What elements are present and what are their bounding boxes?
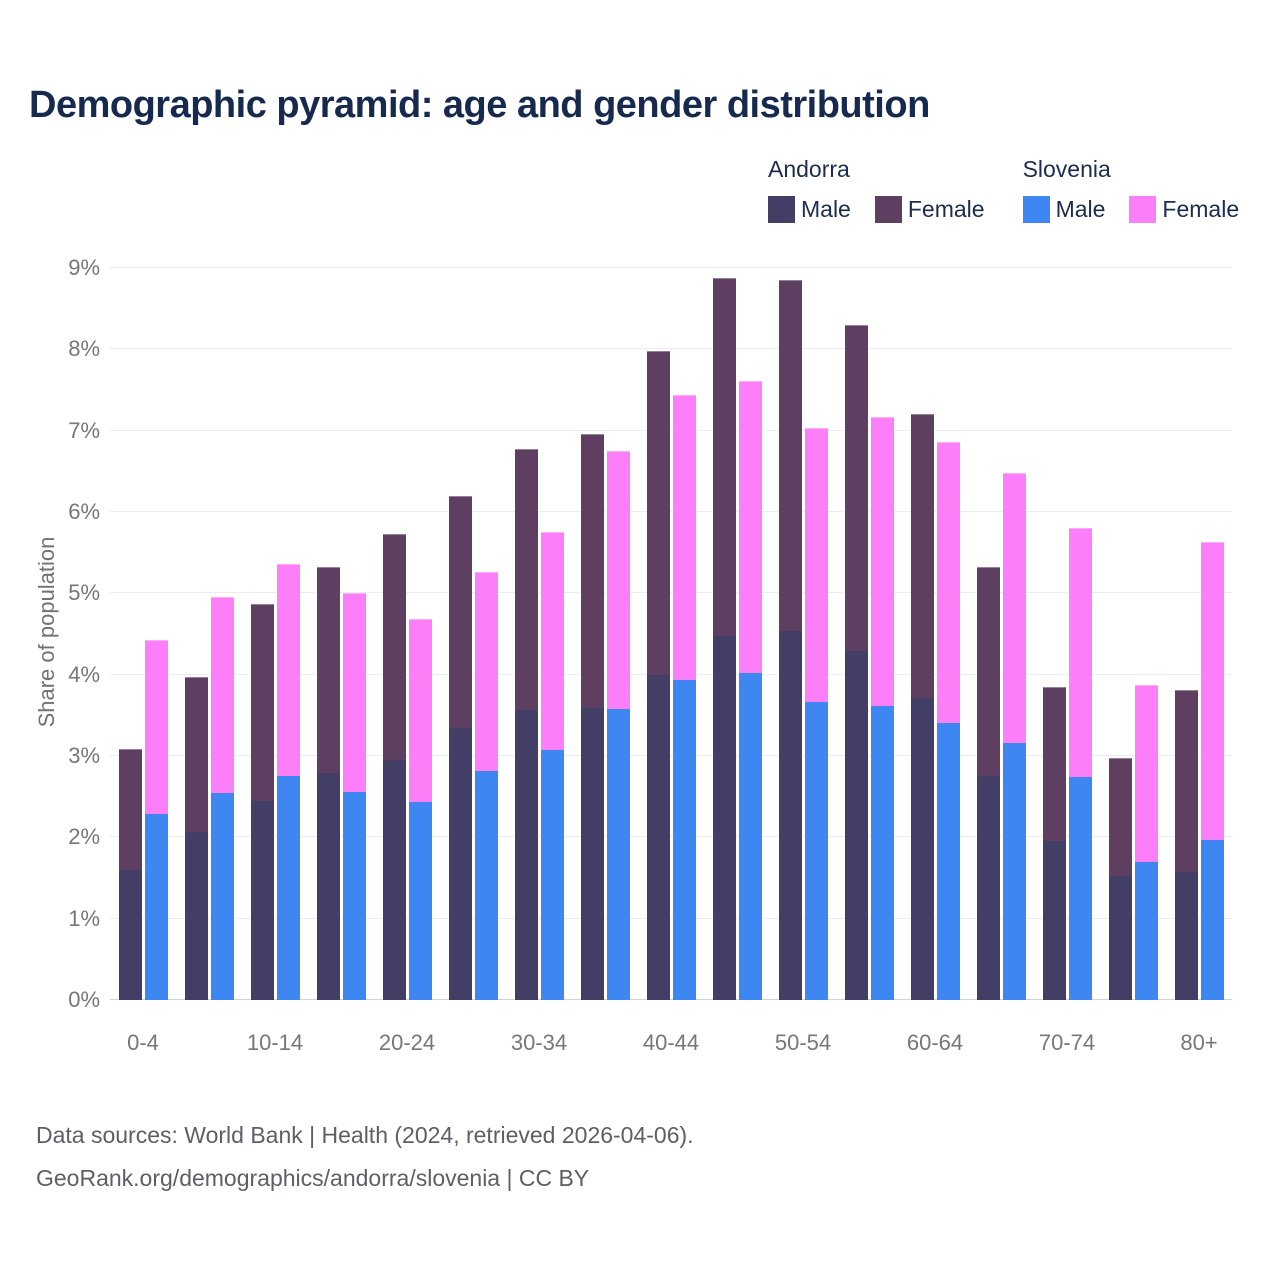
legend-label-slovenia-male: Male xyxy=(1055,196,1106,222)
legend-swatch-slovenia-male-icon xyxy=(1023,196,1050,223)
segment-slovenia-female[interactable] xyxy=(541,532,564,750)
segment-slovenia-male[interactable] xyxy=(937,723,960,1000)
segment-andorra-male[interactable] xyxy=(317,773,340,1000)
legend-label-andorra-female: Female xyxy=(907,196,985,222)
footer-source-line: Data sources: World Bank | Health (2024, retrieved 2026-04-06). xyxy=(36,1122,694,1148)
legend-row-andorra xyxy=(768,196,985,223)
segment-andorra-female[interactable] xyxy=(185,677,208,832)
legend-item-andorra-female[interactable] xyxy=(875,196,985,223)
segment-slovenia-male[interactable] xyxy=(145,814,168,1000)
y-tick-2%: 2% xyxy=(68,824,100,850)
bar-group-70-74 xyxy=(1034,268,1100,1000)
bar-andorra-20-24[interactable] xyxy=(383,534,406,1000)
x-tick-55-59 xyxy=(836,1030,902,1056)
legend-title-andorra: Andorra xyxy=(768,156,850,182)
x-tick-70-74: 70-74 xyxy=(1038,1030,1096,1055)
segment-andorra-female[interactable] xyxy=(317,567,340,773)
x-tick-35-39 xyxy=(572,1030,638,1056)
chart-title: Demographic pyramid: age and gender distribution xyxy=(29,84,930,126)
x-tick-60-64: 60-64 xyxy=(906,1030,964,1055)
y-tick-0%: 0% xyxy=(68,987,100,1012)
legend-item-slovenia-female[interactable] xyxy=(1129,196,1239,223)
segment-slovenia-male[interactable] xyxy=(277,776,300,1000)
segment-slovenia-female[interactable] xyxy=(343,593,366,792)
segment-slovenia-male[interactable] xyxy=(343,792,366,1000)
legend-title-slovenia: Slovenia xyxy=(1022,156,1111,182)
x-tick-25-29 xyxy=(440,1030,506,1056)
bar-andorra-45-49[interactable] xyxy=(713,278,736,1000)
x-tick-45-49 xyxy=(704,1030,770,1056)
bar-andorra-15-19[interactable] xyxy=(317,567,340,1000)
x-tick-75-79 xyxy=(1100,1030,1166,1056)
y-tick-6%: 6% xyxy=(68,499,100,525)
bar-andorra-5-9[interactable] xyxy=(185,677,208,1000)
segment-slovenia-male[interactable] xyxy=(1069,777,1092,1000)
chart-footer xyxy=(36,1114,694,1200)
segment-andorra-female[interactable] xyxy=(911,414,934,699)
segment-andorra-female[interactable] xyxy=(581,434,604,708)
bar-slovenia-65-69[interactable] xyxy=(1003,473,1026,1000)
bar-slovenia-70-74[interactable] xyxy=(1069,528,1092,1000)
segment-andorra-male[interactable] xyxy=(1175,872,1198,1000)
bar-group-65-69 xyxy=(968,268,1034,1000)
segment-andorra-male[interactable] xyxy=(119,870,142,1000)
segment-slovenia-female[interactable] xyxy=(1003,473,1026,743)
segment-andorra-male[interactable] xyxy=(1109,876,1132,1000)
segment-andorra-male[interactable] xyxy=(647,675,670,1000)
segment-slovenia-male[interactable] xyxy=(409,802,432,1000)
y-tick-3%: 3% xyxy=(68,743,100,769)
segment-slovenia-female[interactable] xyxy=(475,572,498,770)
segment-slovenia-male[interactable] xyxy=(211,793,234,1000)
segment-slovenia-female[interactable] xyxy=(211,597,234,793)
legend-row-slovenia xyxy=(1023,196,1240,223)
segment-slovenia-male[interactable] xyxy=(607,709,630,1000)
segment-andorra-male[interactable] xyxy=(251,801,274,1000)
segment-slovenia-female[interactable] xyxy=(805,428,828,701)
segment-andorra-female[interactable] xyxy=(713,278,736,636)
segment-slovenia-male[interactable] xyxy=(805,702,828,1000)
x-tick-65-69 xyxy=(968,1030,1034,1056)
segment-andorra-female[interactable] xyxy=(1043,687,1066,841)
legend-swatch-andorra-female-icon xyxy=(875,196,902,223)
segment-slovenia-male[interactable] xyxy=(1201,840,1224,1000)
segment-andorra-female[interactable] xyxy=(119,749,142,870)
bar-slovenia-75-79[interactable] xyxy=(1135,685,1158,1000)
x-tick-5-9 xyxy=(176,1030,242,1056)
bar-group-50-54 xyxy=(770,268,836,1000)
bar-andorra-40-44[interactable] xyxy=(647,351,670,1000)
x-tick-20-24: 20-24 xyxy=(378,1030,436,1055)
segment-slovenia-male[interactable] xyxy=(673,680,696,1000)
bar-group-40-44 xyxy=(638,268,704,1000)
y-tick-9%: 9% xyxy=(68,255,100,280)
legend-item-slovenia-male[interactable] xyxy=(1023,196,1106,223)
segment-slovenia-male[interactable] xyxy=(1003,743,1026,1000)
segment-andorra-female[interactable] xyxy=(845,325,868,651)
bar-slovenia-50-54[interactable] xyxy=(805,428,828,1000)
x-tick-30-34: 30-34 xyxy=(510,1030,568,1055)
bar-andorra-60-64[interactable] xyxy=(911,414,934,1000)
segment-slovenia-male[interactable] xyxy=(739,673,762,1000)
segment-andorra-male[interactable] xyxy=(1043,841,1066,1000)
legend-label-slovenia-female: Female xyxy=(1162,196,1240,222)
segment-andorra-female[interactable] xyxy=(449,496,472,729)
x-tick-10-14: 10-14 xyxy=(246,1030,304,1055)
y-tick-4%: 4% xyxy=(68,661,100,687)
bars-container xyxy=(110,268,1232,1000)
bar-slovenia-45-49[interactable] xyxy=(739,381,762,1000)
legend-group-slovenia xyxy=(1023,156,1240,223)
segment-andorra-female[interactable] xyxy=(383,534,406,760)
bar-slovenia-20-24[interactable] xyxy=(409,619,432,1000)
bar-group-30-34 xyxy=(506,268,572,1000)
segment-andorra-male[interactable] xyxy=(779,631,802,1000)
bar-group-5-9 xyxy=(176,268,242,1000)
segment-andorra-male[interactable] xyxy=(845,651,868,1000)
bar-andorra-25-29[interactable] xyxy=(449,496,472,1000)
legend xyxy=(768,156,1239,223)
bar-group-0-4 xyxy=(110,268,176,1000)
segment-slovenia-female[interactable] xyxy=(277,564,300,776)
bar-andorra-30-34[interactable] xyxy=(515,449,538,1000)
segment-slovenia-male[interactable] xyxy=(1135,862,1158,1000)
segment-slovenia-female[interactable] xyxy=(607,451,630,709)
bar-slovenia-0-4[interactable] xyxy=(145,640,168,1000)
segment-slovenia-female[interactable] xyxy=(673,395,696,680)
bar-group-15-19 xyxy=(308,268,374,1000)
bar-slovenia-80+[interactable] xyxy=(1201,542,1224,1000)
y-tick-5%: 5% xyxy=(68,580,100,606)
segment-andorra-male[interactable] xyxy=(911,698,934,1000)
segment-slovenia-male[interactable] xyxy=(475,771,498,1000)
bar-andorra-55-59[interactable] xyxy=(845,325,868,1000)
bar-slovenia-35-39[interactable] xyxy=(607,451,630,1000)
x-axis-tick-labels xyxy=(110,1030,1232,1056)
bar-group-75-79 xyxy=(1100,268,1166,1000)
bar-slovenia-25-29[interactable] xyxy=(475,572,498,1000)
segment-andorra-male[interactable] xyxy=(581,708,604,1000)
segment-slovenia-female[interactable] xyxy=(1201,542,1224,840)
segment-andorra-female[interactable] xyxy=(251,604,274,801)
bar-andorra-10-14[interactable] xyxy=(251,604,274,1000)
segment-andorra-female[interactable] xyxy=(779,280,802,631)
segment-slovenia-female[interactable] xyxy=(1135,685,1158,861)
segment-andorra-female[interactable] xyxy=(1175,690,1198,872)
segment-andorra-female[interactable] xyxy=(1109,758,1132,877)
bar-group-80+ xyxy=(1166,268,1232,1000)
bar-andorra-50-54[interactable] xyxy=(779,280,802,1000)
segment-slovenia-female[interactable] xyxy=(871,417,894,706)
segment-slovenia-male[interactable] xyxy=(541,750,564,1001)
bar-group-10-14 xyxy=(242,268,308,1000)
bar-slovenia-5-9[interactable] xyxy=(211,597,234,1000)
x-tick-40-44: 40-44 xyxy=(642,1030,700,1055)
legend-group-andorra xyxy=(768,156,985,223)
segment-andorra-male[interactable] xyxy=(449,728,472,1000)
bar-andorra-70-74[interactable] xyxy=(1043,687,1066,1000)
x-tick-80+: 80+ xyxy=(1180,1030,1218,1055)
segment-andorra-female[interactable] xyxy=(515,449,538,710)
x-tick-0-4: 0-4 xyxy=(127,1030,159,1055)
bar-slovenia-55-59[interactable] xyxy=(871,417,894,1000)
segment-slovenia-female[interactable] xyxy=(937,442,960,723)
segment-slovenia-female[interactable] xyxy=(739,381,762,673)
legend-item-andorra-male[interactable] xyxy=(768,196,851,223)
segment-slovenia-female[interactable] xyxy=(409,619,432,802)
x-tick-15-19 xyxy=(308,1030,374,1056)
segment-andorra-female[interactable] xyxy=(977,567,1000,776)
segment-andorra-male[interactable] xyxy=(383,760,406,1000)
y-axis-title: Share of population xyxy=(34,536,59,728)
bar-slovenia-40-44[interactable] xyxy=(673,395,696,1000)
bar-andorra-75-79[interactable] xyxy=(1109,758,1132,1000)
bar-group-60-64 xyxy=(902,268,968,1000)
bar-andorra-35-39[interactable] xyxy=(581,434,604,1000)
legend-swatch-andorra-male-icon xyxy=(768,196,795,223)
bar-group-35-39 xyxy=(572,268,638,1000)
segment-slovenia-female[interactable] xyxy=(1069,528,1092,777)
footer-attribution-line: GeoRank.org/demographics/andorra/slovenia | CC BY xyxy=(36,1165,590,1191)
bar-slovenia-10-14[interactable] xyxy=(277,564,300,1000)
plot-area xyxy=(110,268,1232,1000)
bar-slovenia-15-19[interactable] xyxy=(343,593,366,1000)
bar-group-20-24 xyxy=(374,268,440,1000)
x-tick-50-54: 50-54 xyxy=(774,1030,832,1055)
bar-slovenia-30-34[interactable] xyxy=(541,532,564,1000)
segment-andorra-male[interactable] xyxy=(515,710,538,1000)
bar-slovenia-60-64[interactable] xyxy=(937,442,960,1000)
y-tick-7%: 7% xyxy=(68,417,100,443)
y-tick-1%: 1% xyxy=(68,905,100,931)
bar-group-25-29 xyxy=(440,268,506,1000)
bar-andorra-0-4[interactable] xyxy=(119,749,142,1000)
segment-andorra-female[interactable] xyxy=(647,351,670,676)
y-tick-8%: 8% xyxy=(68,336,100,362)
bar-group-45-49 xyxy=(704,268,770,1000)
y-axis-tick-labels xyxy=(0,255,100,1012)
bar-andorra-65-69[interactable] xyxy=(977,567,1000,1001)
legend-swatch-slovenia-female-icon xyxy=(1129,196,1156,223)
segment-slovenia-male[interactable] xyxy=(871,706,894,1000)
legend-label-andorra-male: Male xyxy=(801,196,851,222)
segment-slovenia-female[interactable] xyxy=(145,640,168,814)
segment-andorra-male[interactable] xyxy=(977,776,1000,1000)
bar-group-55-59 xyxy=(836,268,902,1000)
segment-andorra-male[interactable] xyxy=(185,832,208,1000)
segment-andorra-male[interactable] xyxy=(713,636,736,1000)
bar-andorra-80+[interactable] xyxy=(1175,690,1198,1000)
